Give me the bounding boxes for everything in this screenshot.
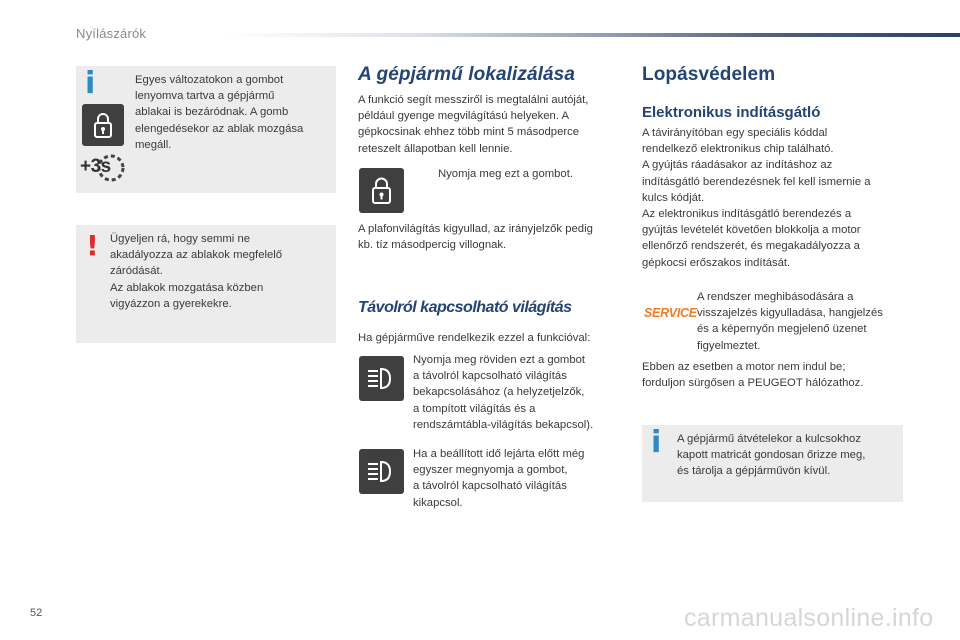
text-line: vigyázzon a gyerekekre. xyxy=(110,297,232,310)
text-line: Az ablakok mozgatása közben xyxy=(110,281,264,294)
text-line: Ebben az esetben a motor nem indul be; xyxy=(642,361,846,373)
text-line: Egyes változatokon a gombot xyxy=(135,74,284,86)
text-line: A gyújtás ráadásakor az indításhoz az xyxy=(642,159,833,172)
heading-anti-theft: Lopásvédelem xyxy=(642,64,776,85)
lock-button-icon xyxy=(359,168,404,213)
text-line: a távolról kapcsolható világítás xyxy=(413,480,567,493)
text-line: gépkocsi erőszakos indítását. xyxy=(642,256,791,269)
text-line: indításgátló berendezésnek fel kell ismernie a xyxy=(642,175,871,188)
warning-text xyxy=(110,231,330,312)
text-line: a távolról kapcsolható világítás xyxy=(413,370,567,383)
text-line: A rendszer meghibásodására a xyxy=(697,291,854,303)
text-line: kb. tíz másodpercig villognak. xyxy=(358,239,507,252)
text-line: kikapcsol. xyxy=(413,496,463,509)
headlamp-button-icon xyxy=(359,449,404,494)
info-text xyxy=(135,72,330,153)
text-line: kulcs kódját. xyxy=(642,191,705,204)
text-line: Ha a beállított idő lejárta előtt még xyxy=(413,448,585,460)
text-line: elengedésekor az ablak mozgása xyxy=(135,122,304,135)
watermark: carmanualsonline.info xyxy=(684,604,934,632)
text-line: bekapcsolásához (a helyzetjelzők, xyxy=(413,386,585,399)
engine-wont-start-text xyxy=(642,359,907,391)
lock-button-icon xyxy=(82,104,124,146)
text-line: akadályozza az ablakok megfelelő xyxy=(110,249,283,262)
text-line: gépkocsinak ehhez több mint 5 másodperce xyxy=(358,126,580,139)
remote-step-off xyxy=(413,446,628,511)
text-line: ellenőrző rendszerét, és megakadályozza a xyxy=(642,240,860,253)
heading-vehicle-locating: A gépjármű lokalizálása xyxy=(358,64,576,85)
info-icon: i xyxy=(651,425,662,460)
text-line: záródását. xyxy=(110,265,163,278)
text-line: és tárolja a gépjárművön kívül. xyxy=(677,465,831,478)
hold-3s-label: +3s xyxy=(80,156,111,177)
keys-info-text xyxy=(677,431,899,480)
section-title: Nyílászárók xyxy=(76,26,147,41)
text-line: A funkció segít messziről is megtalálni autóját, xyxy=(358,94,589,106)
text-line: és a képernyőn megjelenő üzenet xyxy=(697,323,867,336)
text-line: Ügyeljen rá, hogy semmi ne xyxy=(110,233,251,245)
text-line: A plafonvilágítás kigyullad, az irányjelzők pedig xyxy=(358,223,593,235)
locating-result xyxy=(358,221,628,253)
heading-remote-lighting: Távolról kapcsolható világítás xyxy=(358,299,572,316)
service-warning-icon: SERVICE xyxy=(644,306,697,320)
text-line: például gyenge megvilágítású helyeken. A xyxy=(358,110,570,123)
remote-intro: Ha gépjárműve rendelkezik ezzel a funkcióval: xyxy=(358,332,591,344)
heading-immobiliser: Elektronikus indításgátló xyxy=(642,104,821,121)
hold-3s-icon xyxy=(80,151,126,185)
text-line: gyújtás levételét követően blokkolja a motor xyxy=(642,224,861,237)
locating-step: Nyomja meg ezt a gombot. xyxy=(438,168,573,180)
text-line: rendszámtábla-világítás bekapcsol). xyxy=(413,418,594,431)
service-text xyxy=(697,289,907,354)
text-line: kapott matricát gondosan őrizze meg, xyxy=(677,449,866,462)
text-line: A távirányítóban egy speciális kóddal xyxy=(642,127,828,139)
text-line: visszajelzés kigyulladása, hangjelzés xyxy=(697,307,883,320)
text-line: reteszelt állapotban kell lennie. xyxy=(358,142,513,155)
text-line: lenyomva tartva a gépjármű xyxy=(135,90,275,103)
header-rule xyxy=(226,33,960,37)
text-line: megáll. xyxy=(135,138,172,151)
immobiliser-text xyxy=(642,125,907,271)
headlamp-button-icon xyxy=(359,356,404,401)
text-line: A gépjármű átvételekor a kulcsokhoz xyxy=(677,433,861,445)
page-number: 52 xyxy=(30,607,43,619)
warning-icon: ! xyxy=(86,229,99,262)
locating-intro xyxy=(358,92,628,157)
text-line: a tompított világítás és a xyxy=(413,402,536,415)
text-line: egyszer megnyomja a gombot, xyxy=(413,464,568,477)
text-line: Az elektronikus indításgátló berendezés a xyxy=(642,208,852,221)
text-line: ablakai is bezáródnak. A gomb xyxy=(135,106,289,119)
info-icon: i xyxy=(85,66,96,101)
text-line: Nyomja meg röviden ezt a gombot xyxy=(413,354,586,366)
remote-step-on xyxy=(413,352,628,433)
text-line: rendelkező elektronikus chip található. xyxy=(642,143,834,156)
text-line: forduljon sürgősen a PEUGEOT hálózathoz. xyxy=(642,377,864,390)
text-line: figyelmeztet. xyxy=(697,339,761,352)
